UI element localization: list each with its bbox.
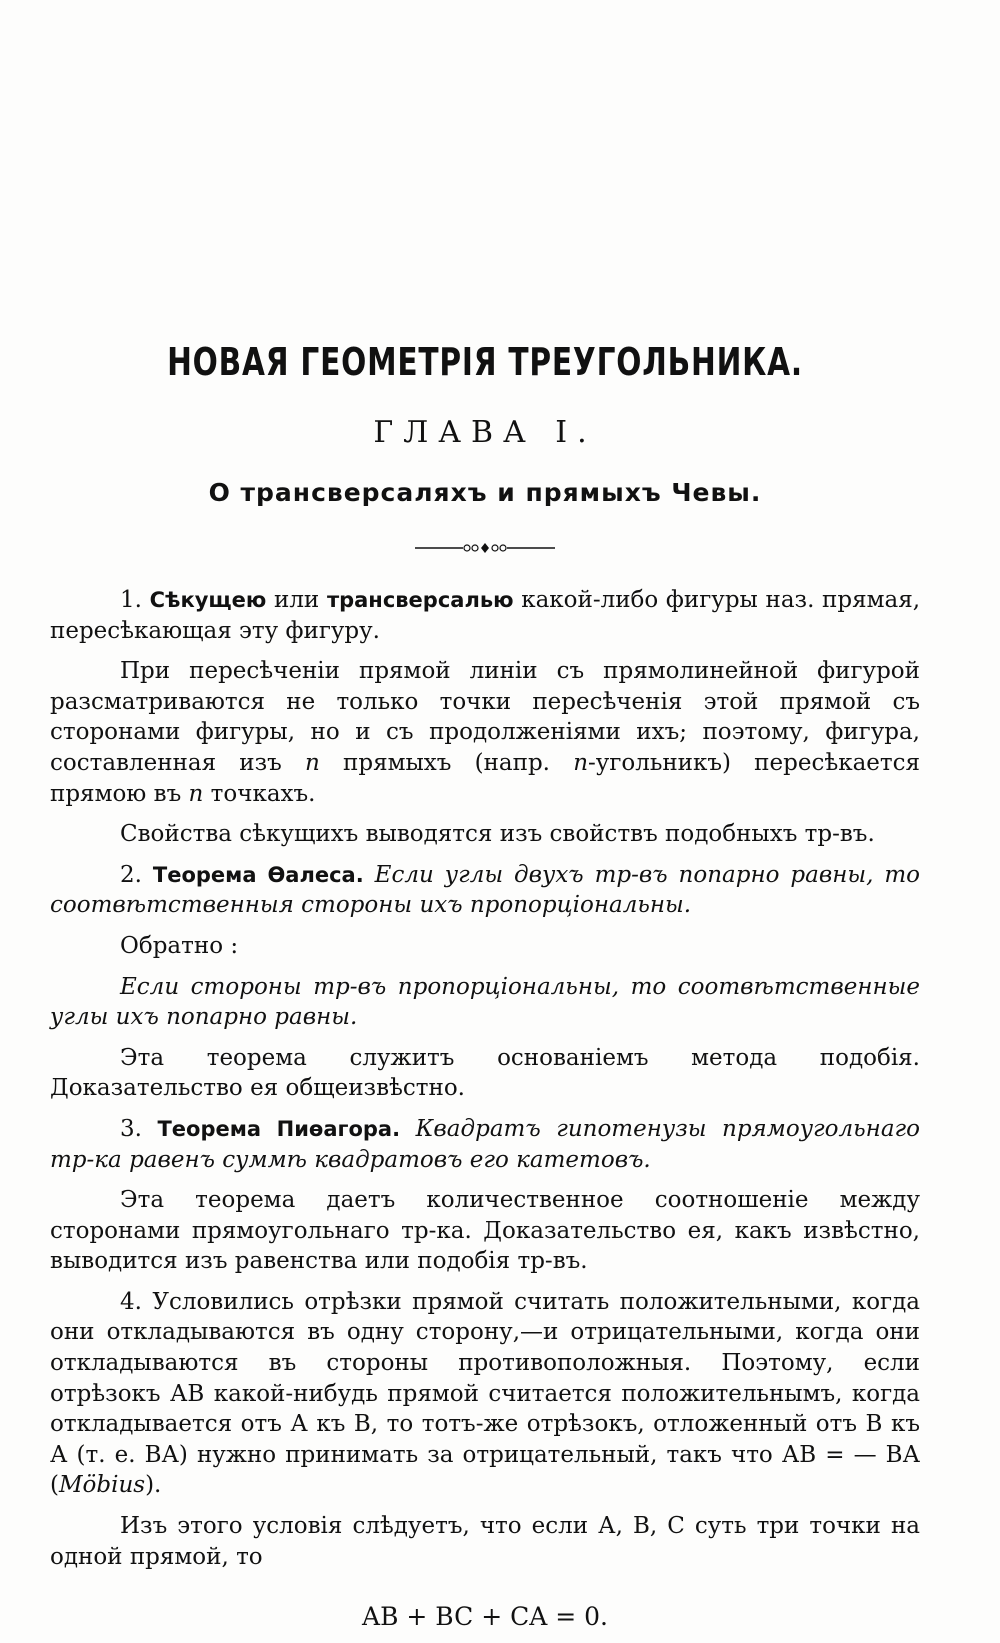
secants-paragraph: Свойства сѣкущихъ выводятся изъ свойствъ подобныхъ тр-въ. <box>120 821 875 848</box>
term-secant: Сѣкущею <box>149 588 267 612</box>
thales-statement: Если углы двухъ тр-въ попарно равны, то соотвѣтственныя стороны ихъ пропорціональны. <box>50 861 921 919</box>
section-2-paragraph: 2. Теорема Ѳалеса. Если углы двухъ тр-въ попарно равны, то соотвѣтственныя стороны ихъ пропорціональны. <box>50 861 921 919</box>
converse-statement: Если стороны тр-въ пропорціональны, то соотвѣтственные углы ихъ попарно равны. <box>50 973 920 1031</box>
term-transversal: трансверсалью <box>326 588 514 612</box>
pythagoras-statement: Квадратъ гипотенузы прямоугольнаго тр-ка равенъ суммѣ квадратовъ его катетовъ. <box>50 1115 921 1173</box>
segment-formula: AB + BC + CA = 0. <box>362 1602 608 1632</box>
condition-paragraph: Изъ этого условія слѣдуетъ, что если А, В, С суть три точки на одной прямой, то <box>50 1513 920 1570</box>
term-thales-theorem: Теорема Ѳалеса. <box>152 862 364 887</box>
main-text <box>50 585 920 1643</box>
chapter-subtitle: О трансверсаляхъ и прямыхъ Чевы. <box>208 478 762 507</box>
intersection-paragraph: При пересѣченіи прямой линіи съ прямолинейной фигурой разсматриваются не только точки пересѣченія этой прямой съ сторонами фигуры, но и съ продолженіями ихъ; поэтому, фигура, составленная изъ n прямыхъ (напр. n-угольникъ) пересѣкается прямою въ n точкахъ. <box>50 658 921 807</box>
book-page <box>50 0 920 1640</box>
author-mobius: Möbius <box>58 1472 146 1499</box>
section-3-paragraph: 3. Теорема Пиѳагора. Квадратъ гипотенузы прямоугольнаго тр-ка равенъ суммѣ квадратовъ его катетовъ. <box>50 1115 921 1173</box>
term-pythagorean-theorem: Теорема Пиѳагора. <box>157 1116 401 1141</box>
pythagoras-paragraph: Эта теорема даетъ количественное соотношеніе между сторонами прямоугольнаго тр-ка. Доказательство ея, какъ извѣстно, выводится изъ равенства или подобія тр-въ. <box>50 1187 920 1275</box>
similarity-paragraph: Эта теорема служитъ основаніемъ метода подобія. Доказательство ея общеизвѣстно. <box>50 1044 920 1102</box>
converse-label: Обратно : <box>120 932 239 959</box>
chapter-heading: ГЛАВА I. <box>373 415 597 450</box>
section-1-paragraph: 1. Сѣкущею или трансверсалью какой-либо фигуры наз. прямая, пересѣкающая эту фигуру. <box>50 587 921 644</box>
book-title: НОВАЯ ГЕОМЕТРІЯ ТРЕУГОЛЬНИКА. <box>167 340 803 384</box>
ornament-divider <box>415 540 555 556</box>
section-4-paragraph: 4. Условились отрѣзки прямой считать положительными, когда они откладываются въ одну сторону,—и отрицательными, когда они откладываются въ стороны противоположныя. Поэтому, если отрѣзокъ АВ какой-нибудь прямой считается положительнымъ, когда откладывается отъ А къ В, то тотъ-же отрѣзокъ, отложенный отъ В къ А (т. е. ВА) нужно принимать за отрицательный, такъ что АВ = — ВА (Möbius). <box>50 1288 920 1499</box>
